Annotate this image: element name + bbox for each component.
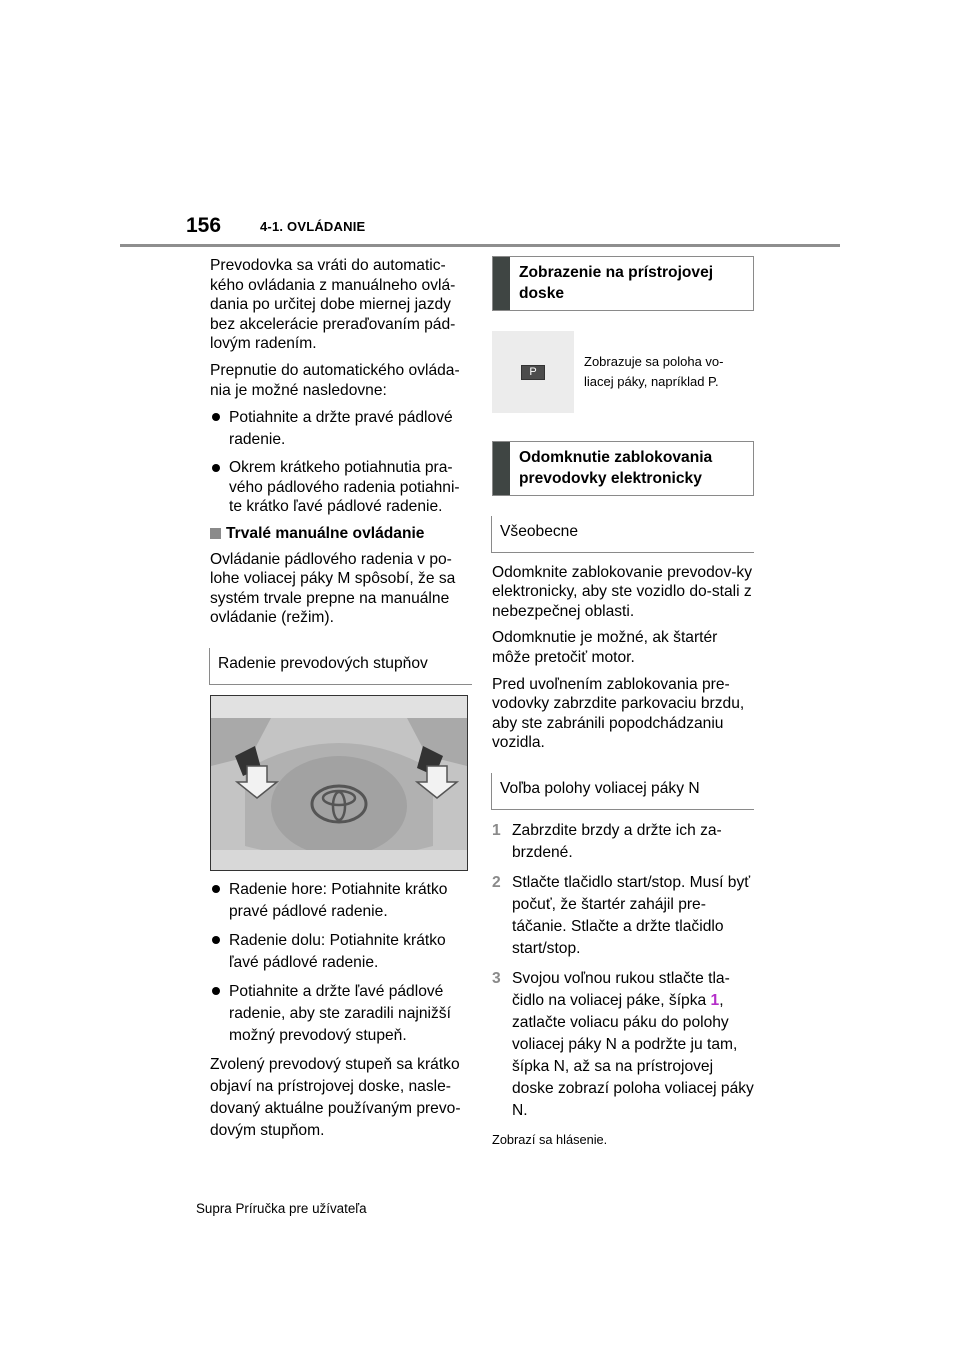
box-heading: Zobrazenie na prístrojovej doske xyxy=(492,256,754,311)
square-bullet-icon xyxy=(210,528,221,539)
step-item: 1 Zabrzdite brzdy a držte ich za-brzdené. xyxy=(492,821,722,861)
minor-heading: Všeobecne xyxy=(491,516,754,553)
bullet-dot-icon xyxy=(212,413,220,421)
footer: Supra Príručka pre užívateľa xyxy=(196,1201,367,1216)
box-heading: Odomknutie zablokovania prevodovky elektronicky xyxy=(492,441,754,496)
instrument-display-icon xyxy=(492,331,574,413)
section-title: 4-1. OVLÁDANIE xyxy=(260,219,366,234)
paragraph: Odomknite zablokovanie prevodov-ky elektronicky, aby ste vozidlo do-stali z nebezpečnej oblasti. xyxy=(492,563,753,620)
steering-wheel-illustration-svg xyxy=(211,696,467,870)
paragraph: Ovládanie pádlového radenia v po-lohe voliacej páky M spôsobí, že sa systém trvale prepne na manuálne ovládanie (režim). xyxy=(210,550,456,627)
note: Zobrazí sa hlásenie. xyxy=(492,1131,608,1147)
bullet-item: Radenie dolu: Potiahnite krátko ľavé pádlové radenie. xyxy=(210,930,472,974)
right-column xyxy=(492,256,754,1149)
bullet-item: Radenie hore: Potiahnite krátko pravé pádlové radenie. xyxy=(210,879,472,923)
minor-heading: Radenie prevodových stupňov xyxy=(209,648,472,685)
step-item: 3 Svojou voľnou rukou stlačte tla-čidlo na voliacej páke, šípka 1, zatlačte voliacu páku do polohy voliacej páky N a podržte ju tam, šípka N, až sa na prístrojovej doske zobrazí poloha voliacej páky N. xyxy=(492,969,754,1119)
bullet-item: Potiahnite a držte pravé pádlové radenie. xyxy=(210,407,472,451)
display-caption: Zobrazuje sa poloha vo-liacej páky, napríklad P. xyxy=(584,354,724,389)
step-item: 2 Stlačte tlačidlo start/stop. Musí byť počuť, že štartér zahájil pre-táčanie. Stlačte a držte tlačidlo start/stop. xyxy=(492,873,751,957)
heading-bar xyxy=(493,442,510,495)
paragraph: Prevodovka sa vráti do automatic-kého ovládania z manuálneho ovlá-dania po určitej dobe miernej jazdy bez akcelerácie preraďovaním pád-lovým radením. xyxy=(210,257,456,353)
bullet-item: Okrem krátkeho potiahnutia pra-vého pádlového radenia potiahni-te krátko ľavé pádlové radenie. xyxy=(210,458,472,517)
bullet-dot-icon xyxy=(212,885,220,893)
bullet-dot-icon xyxy=(212,936,220,944)
paragraph: Zvolený prevodový stupeň sa krátko objaví na prístrojovej doske, nasle-dovaný aktuálne používaným prevo-dovým stupňom. xyxy=(210,1055,461,1139)
paragraph: Odomknutie je možné, ak štartér môže pretočiť motor. xyxy=(492,629,718,666)
steering-wheel-illustration xyxy=(210,695,468,871)
display-example xyxy=(492,331,754,413)
header-rule xyxy=(120,244,840,247)
paragraph: Pred uvoľnením zablokovania pre-vodovky zabrzdite parkovaciu brzdu, aby ste zabránili popodchádzaniu vozidla. xyxy=(492,675,745,752)
paragraph: Prepnutie do automatického ovláda-nia je možné nasledovne: xyxy=(210,361,460,399)
minor-heading: Voľba polohy voliacej páky N xyxy=(491,773,754,810)
gear-p-indicator: P xyxy=(521,365,545,380)
arrow-reference: 1 xyxy=(710,991,720,1009)
left-column xyxy=(210,256,472,1149)
page-number: 156 xyxy=(186,214,222,237)
bullet-dot-icon xyxy=(212,464,220,472)
subheading: Trvalé manuálne ovládanie xyxy=(210,524,472,544)
bullet-dot-icon xyxy=(212,987,220,995)
heading-bar xyxy=(493,257,510,310)
bullet-item: Potiahnite a držte ľavé pádlové radenie, aby ste zaradili najnižší možný prevodový stupeň. xyxy=(210,981,472,1047)
